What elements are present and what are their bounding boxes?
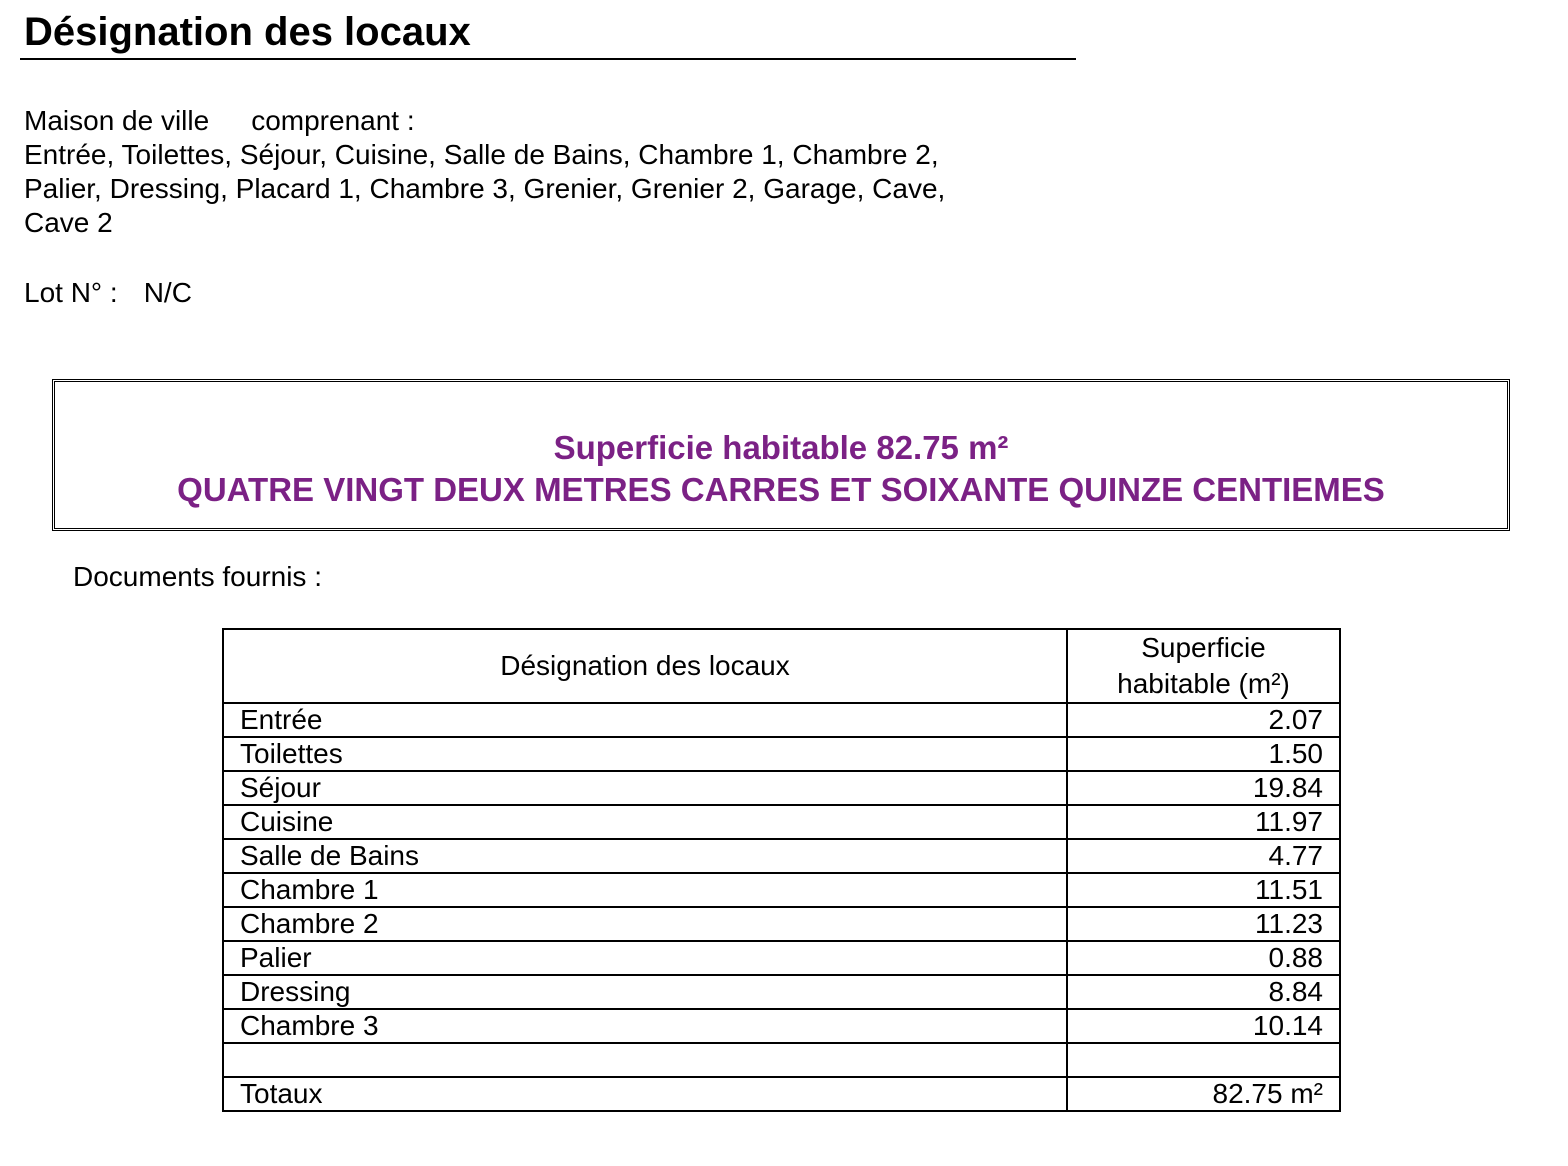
table-row <box>223 1043 1340 1077</box>
room-name: Entrée <box>223 703 1067 737</box>
room-surface: 1.50 <box>1067 737 1340 771</box>
table-row <box>223 941 1340 975</box>
surface-total: Superficie habitable 82.75 m² <box>553 429 1009 466</box>
room-surface: 11.97 <box>1067 805 1340 839</box>
rooms-table-body <box>223 703 1340 1111</box>
property-description <box>24 104 945 240</box>
table-total-row <box>223 1077 1340 1111</box>
room-surface: 19.84 <box>1067 771 1340 805</box>
surface-total-words: QUATRE VINGT DEUX METRES CARRES ET SOIXANTE QUINZE CENTIEMES <box>177 471 1385 508</box>
room-surface: 10.14 <box>1067 1009 1340 1043</box>
room-name: Dressing <box>223 975 1067 1009</box>
room-name: Chambre 3 <box>223 1009 1067 1043</box>
comprenant-label: comprenant : <box>251 105 415 136</box>
lot-number <box>24 276 192 310</box>
total-label: Totaux <box>223 1077 1067 1111</box>
rooms-table <box>222 628 1341 1112</box>
total-value: 82.75 m² <box>1067 1077 1340 1111</box>
table-row <box>223 805 1340 839</box>
rooms-list-line: Entrée, Toilettes, Séjour, Cuisine, Salle de Bains, Chambre 1, Chambre 2, <box>24 139 939 170</box>
room-surface: 0.88 <box>1067 941 1340 975</box>
table-row <box>223 703 1340 737</box>
title-underline <box>20 58 1076 60</box>
room-surface: 2.07 <box>1067 703 1340 737</box>
header-surface <box>1067 629 1340 703</box>
property-type-line <box>24 104 945 138</box>
room-name: Séjour <box>223 771 1067 805</box>
table-header-row <box>223 629 1340 703</box>
page-title: Désignation des locaux <box>24 10 471 54</box>
room-surface: 11.23 <box>1067 907 1340 941</box>
table-row <box>223 907 1340 941</box>
room-name: Salle de Bains <box>223 839 1067 873</box>
header-surface-line1: Superficie <box>1141 632 1266 663</box>
header-designation: Désignation des locaux <box>223 629 1067 703</box>
header-surface-line2: habitable (m²) <box>1117 668 1290 699</box>
room-name: Chambre 2 <box>223 907 1067 941</box>
surface-summary-box <box>52 379 1510 531</box>
room-surface: 4.77 <box>1067 839 1340 873</box>
room-name: Toilettes <box>223 737 1067 771</box>
room-name <box>223 1043 1067 1077</box>
room-surface <box>1067 1043 1340 1077</box>
lot-label: Lot N° : <box>24 277 118 308</box>
room-surface: 8.84 <box>1067 975 1340 1009</box>
table-row <box>223 873 1340 907</box>
room-name: Chambre 1 <box>223 873 1067 907</box>
table-row <box>223 1009 1340 1043</box>
room-name: Palier <box>223 941 1067 975</box>
property-type: Maison de ville <box>24 105 210 136</box>
room-name: Cuisine <box>223 805 1067 839</box>
lot-value: N/C <box>143 277 192 308</box>
table-row <box>223 839 1340 873</box>
table-row <box>223 771 1340 805</box>
table-row <box>223 737 1340 771</box>
room-surface: 11.51 <box>1067 873 1340 907</box>
rooms-list-line: Cave 2 <box>24 207 113 238</box>
documents-label: Documents fournis : <box>73 561 322 592</box>
rooms-list-line: Palier, Dressing, Placard 1, Chambre 3, Grenier, Grenier 2, Garage, Cave, <box>24 173 946 204</box>
table-row <box>223 975 1340 1009</box>
